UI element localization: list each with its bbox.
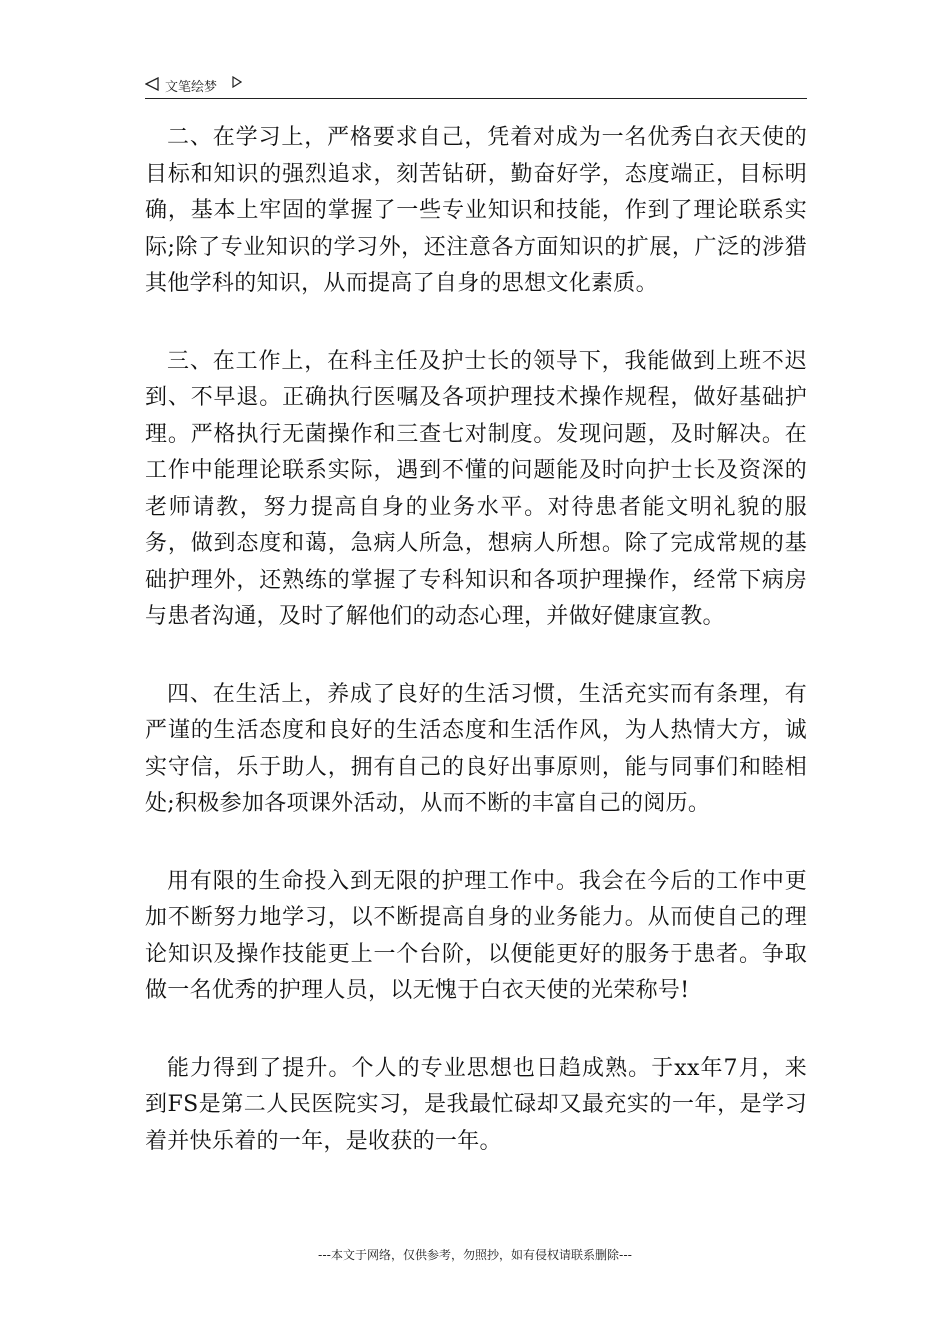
document-body (145, 120, 807, 1201)
left-triangle-outline-icon (145, 77, 159, 91)
paragraph-life: 四、在生活上，养成了良好的生活习惯，生活充实而有条理，有严谨的生活态度和良好的生活态度和生活作风，为人热情大方，诚实守信，乐于助人，拥有自己的良好出事原则，能与同事们和睦相处;积极参加各项课外活动，从而不断的丰富自己的阅历。 (145, 681, 807, 816)
paragraph-work: 三、在工作上，在科主任及护士长的领导下，我能做到上班不迟到、不早退。正确执行医嘱及各项护理技术操作规程，做好基础护理。严格执行无菌操作和三查七对制度。发现问题，及时解决。在工作中能理论联系实际，遇到不懂的问题能及时向护士长及资深的老师请教，努力提高自身的业务水平。对待患者能文明礼貌的服务，做到态度和蔼，急病人所急，想病人所想。除了完成常规的基础护理外，还熟练的掌握了专科知识和各项护理操作，经常下病房与患者沟通，及时了解他们的动态心理，并做好健康宣教。 (145, 348, 807, 629)
page-header (145, 74, 807, 99)
paragraph-resolution: 用有限的生命投入到无限的护理工作中。我会在今后的工作中更加不断努力地学习，以不断提高自身的业务能力。从而使自己的理论知识及操作技能更上一个台阶，以便能更好的服务于患者。争取做一名优秀的护理人员，以无愧于白衣天使的光荣称号! (145, 868, 807, 1003)
page-footer: ---本文于网络，仅供参考，勿照抄，如有侵权请联系删除--- (318, 1248, 632, 1262)
header-title: 文笔绘梦 (165, 80, 218, 95)
paragraph-internship: 能力得到了提升。个人的专业思想也日趋成熟。于xx年7月，来到FS是第二人民医院实习，是我最忙碌却又最充实的一年，是学习着并快乐着的一年，是收获的一年。 (145, 1055, 807, 1154)
right-triangle-outline-icon (232, 76, 242, 88)
paragraph-study: 二、在学习上，严格要求自己，凭着对成为一名优秀白衣天使的目标和知识的强烈追求，刻苦钻研，勤奋好学，态度端正，目标明确，基本上牢固的掌握了一些专业知识和技能，作到了理论联系实际;除了专业知识的学习外，还注意各方面知识的扩展，广泛的涉猎其他学科的知识，从而提高了自身的思想文化素质。 (145, 125, 807, 296)
